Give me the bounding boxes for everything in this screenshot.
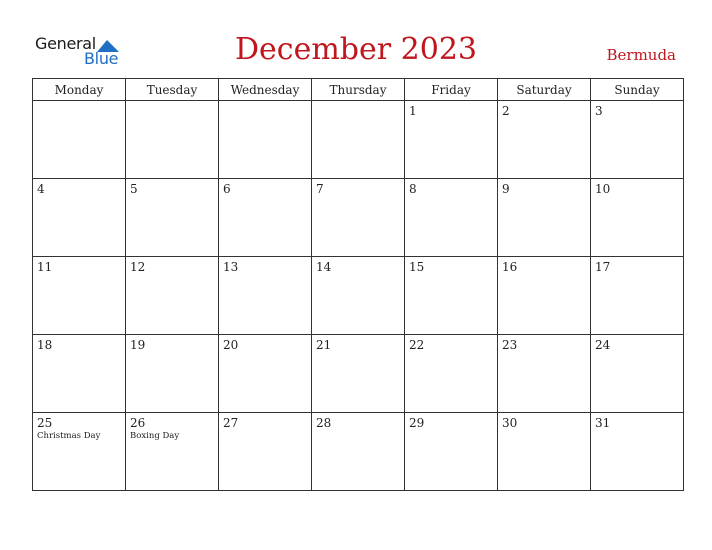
day-cell	[405, 101, 498, 179]
brand-name-blue: Blue	[84, 49, 119, 68]
calendar-title: December 2023	[235, 32, 477, 67]
day-number: 6	[223, 182, 231, 196]
day-cell	[405, 413, 498, 491]
day-number: 28	[316, 416, 332, 430]
day-number: 13	[223, 260, 239, 274]
week-row	[33, 257, 684, 335]
day-cell	[498, 179, 591, 257]
day-cell	[591, 101, 684, 179]
day-number: 23	[502, 338, 518, 352]
day-cell	[312, 413, 405, 491]
weekday-header: Thursday	[312, 79, 405, 101]
week-row	[33, 413, 684, 491]
day-number: 9	[502, 182, 510, 196]
day-number: 7	[316, 182, 324, 196]
day-cell	[33, 257, 126, 335]
weekday-header: Tuesday	[126, 79, 219, 101]
week-row	[33, 179, 684, 257]
day-cell	[498, 413, 591, 491]
day-number: 29	[409, 416, 425, 430]
day-number: 18	[37, 338, 53, 352]
day-number: 4	[37, 182, 45, 196]
day-number: 21	[316, 338, 332, 352]
day-number: 1	[409, 104, 417, 118]
day-cell	[126, 179, 219, 257]
day-number: 26	[130, 416, 146, 430]
day-cell	[33, 101, 126, 179]
day-cell	[591, 335, 684, 413]
day-number: 15	[409, 260, 425, 274]
region-label: Bermuda	[606, 46, 676, 64]
day-cell	[312, 257, 405, 335]
weekday-header: Monday	[33, 79, 126, 101]
day-cell	[312, 101, 405, 179]
holiday-label: Christmas Day	[37, 431, 101, 441]
weekday-header: Saturday	[498, 79, 591, 101]
day-number: 16	[502, 260, 518, 274]
day-number: 10	[595, 182, 611, 196]
day-cell	[498, 335, 591, 413]
day-cell	[33, 413, 126, 491]
weekday-header: Wednesday	[219, 79, 312, 101]
day-cell	[312, 335, 405, 413]
holiday-label: Boxing Day	[130, 431, 180, 441]
day-cell	[219, 179, 312, 257]
day-cell	[405, 257, 498, 335]
weekday-header: Friday	[405, 79, 498, 101]
day-cell	[219, 101, 312, 179]
day-number: 17	[595, 260, 611, 274]
day-cell	[591, 179, 684, 257]
day-cell	[33, 335, 126, 413]
day-number: 3	[595, 104, 603, 118]
day-number: 27	[223, 416, 239, 430]
week-row	[33, 335, 684, 413]
day-number: 14	[316, 260, 332, 274]
day-number: 2	[502, 104, 510, 118]
day-cell	[126, 413, 219, 491]
day-cell	[312, 179, 405, 257]
day-number: 31	[595, 416, 611, 430]
calendar-grid	[32, 78, 684, 491]
day-number: 22	[409, 338, 425, 352]
brand-name-general: General	[35, 34, 96, 53]
day-cell	[126, 257, 219, 335]
day-number: 12	[130, 260, 146, 274]
weekday-header-row	[33, 79, 684, 101]
day-number: 25	[37, 416, 53, 430]
day-cell	[33, 179, 126, 257]
day-cell	[405, 179, 498, 257]
day-number: 8	[409, 182, 417, 196]
day-cell	[405, 335, 498, 413]
day-cell	[219, 335, 312, 413]
day-cell	[126, 101, 219, 179]
day-cell	[498, 101, 591, 179]
calendar-body	[33, 101, 684, 491]
day-number: 5	[130, 182, 138, 196]
day-cell	[219, 413, 312, 491]
day-cell	[591, 257, 684, 335]
day-number: 20	[223, 338, 239, 352]
day-number: 30	[502, 416, 518, 430]
day-cell	[219, 257, 312, 335]
day-cell	[591, 413, 684, 491]
weekday-header: Sunday	[591, 79, 684, 101]
day-number: 19	[130, 338, 146, 352]
day-number: 24	[595, 338, 611, 352]
day-number: 11	[37, 260, 53, 274]
week-row	[33, 101, 684, 179]
day-cell	[126, 335, 219, 413]
day-cell	[498, 257, 591, 335]
